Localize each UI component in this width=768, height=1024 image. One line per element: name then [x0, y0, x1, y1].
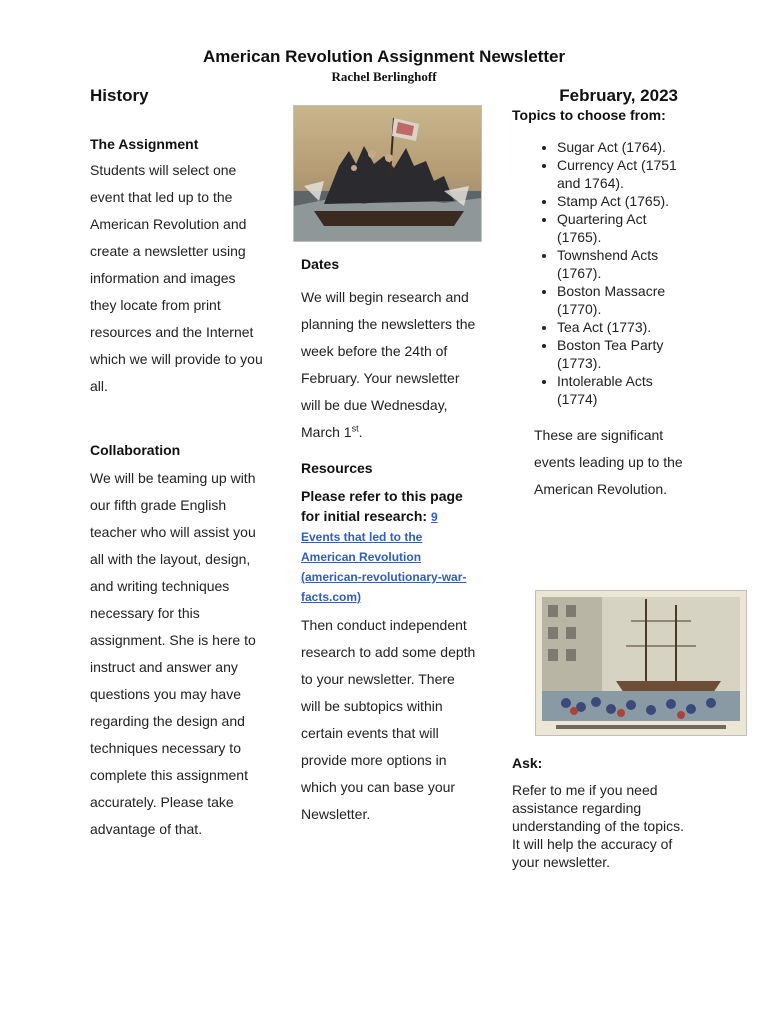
assignment-heading: The Assignment	[90, 136, 199, 152]
topic-item: • Stamp Act (1765).	[557, 192, 687, 210]
topic-item: • Quartering Act (1765).	[557, 210, 687, 246]
dates-period: .	[358, 424, 363, 440]
topic-item: • Sugar Act (1764).	[557, 138, 687, 156]
dates-text: We will begin research and planning the newsletters the week before the 24th of February. Your newsletter will be due Wednesday, March 1	[301, 289, 476, 440]
assignment-body: Students will select one event that led up to the American Revolution and create a newsletter using information and images they locate from print resources and the Internet which we will provide to you all.	[90, 162, 263, 394]
engraving-icon	[536, 591, 746, 735]
topic-item: • Boston Tea Party (1773).	[557, 336, 687, 372]
resources-link[interactable]: 9 Events that led to the American Revolution (american-revolutionary-war-facts.com)	[301, 510, 467, 604]
newsletter-title: American Revolution Assignment Newsletter	[202, 47, 566, 66]
ask-body: Refer to me if you need assistance regarding understanding of the topics. It will help the accuracy of your newsletter.	[512, 782, 685, 870]
topic-item: • Intolerable Acts (1774)	[557, 372, 687, 408]
author-name: Rachel Berlinghoff	[331, 69, 437, 84]
right-column	[512, 106, 687, 503]
significance-text: These are significant events leading up to the American Revolution.	[534, 427, 683, 497]
resources-lead	[301, 486, 476, 606]
dates-body	[301, 284, 476, 446]
topic-item: • Currency Act (1751 and 1764).	[557, 156, 687, 192]
issue-date: February, 2023	[559, 86, 678, 105]
middle-column	[301, 256, 476, 828]
topics-heading: Topics to choose from:	[512, 107, 666, 123]
topics-list	[512, 138, 687, 408]
painting-image	[293, 105, 482, 242]
resources-body: Then conduct independent research to add some depth to your newsletter. There will be subtopics within certain events that will provide more options in which you can base your Newsletter.	[301, 617, 476, 822]
collaboration-body: We will be teaming up with our fifth grade English teacher who will assist you all with the layout, design, and writing techniques necessary for this assignment. She is here to instruct and answer any questions you may have regarding the design and techniques necessary to complete this assignment accurately. Please take advantage of that.	[90, 470, 256, 837]
ask-section	[512, 755, 687, 871]
ask-heading: Ask:	[512, 755, 543, 771]
section-label: History	[90, 86, 149, 105]
topic-item: • Townshend Acts (1767).	[557, 246, 687, 282]
left-column	[90, 136, 265, 843]
dates-superscript: st	[351, 423, 359, 434]
painting-icon	[294, 106, 481, 241]
collaboration-heading: Collaboration	[90, 442, 181, 458]
dates-heading: Dates	[301, 256, 340, 272]
topic-item: • Tea Act (1773).	[557, 318, 687, 336]
engraving-image	[535, 590, 747, 736]
topic-item: • Boston Massacre (1770).	[557, 282, 687, 318]
resources-lead-text: Please refer to this page for initial research:	[301, 488, 463, 524]
resources-heading: Resources	[301, 460, 373, 476]
